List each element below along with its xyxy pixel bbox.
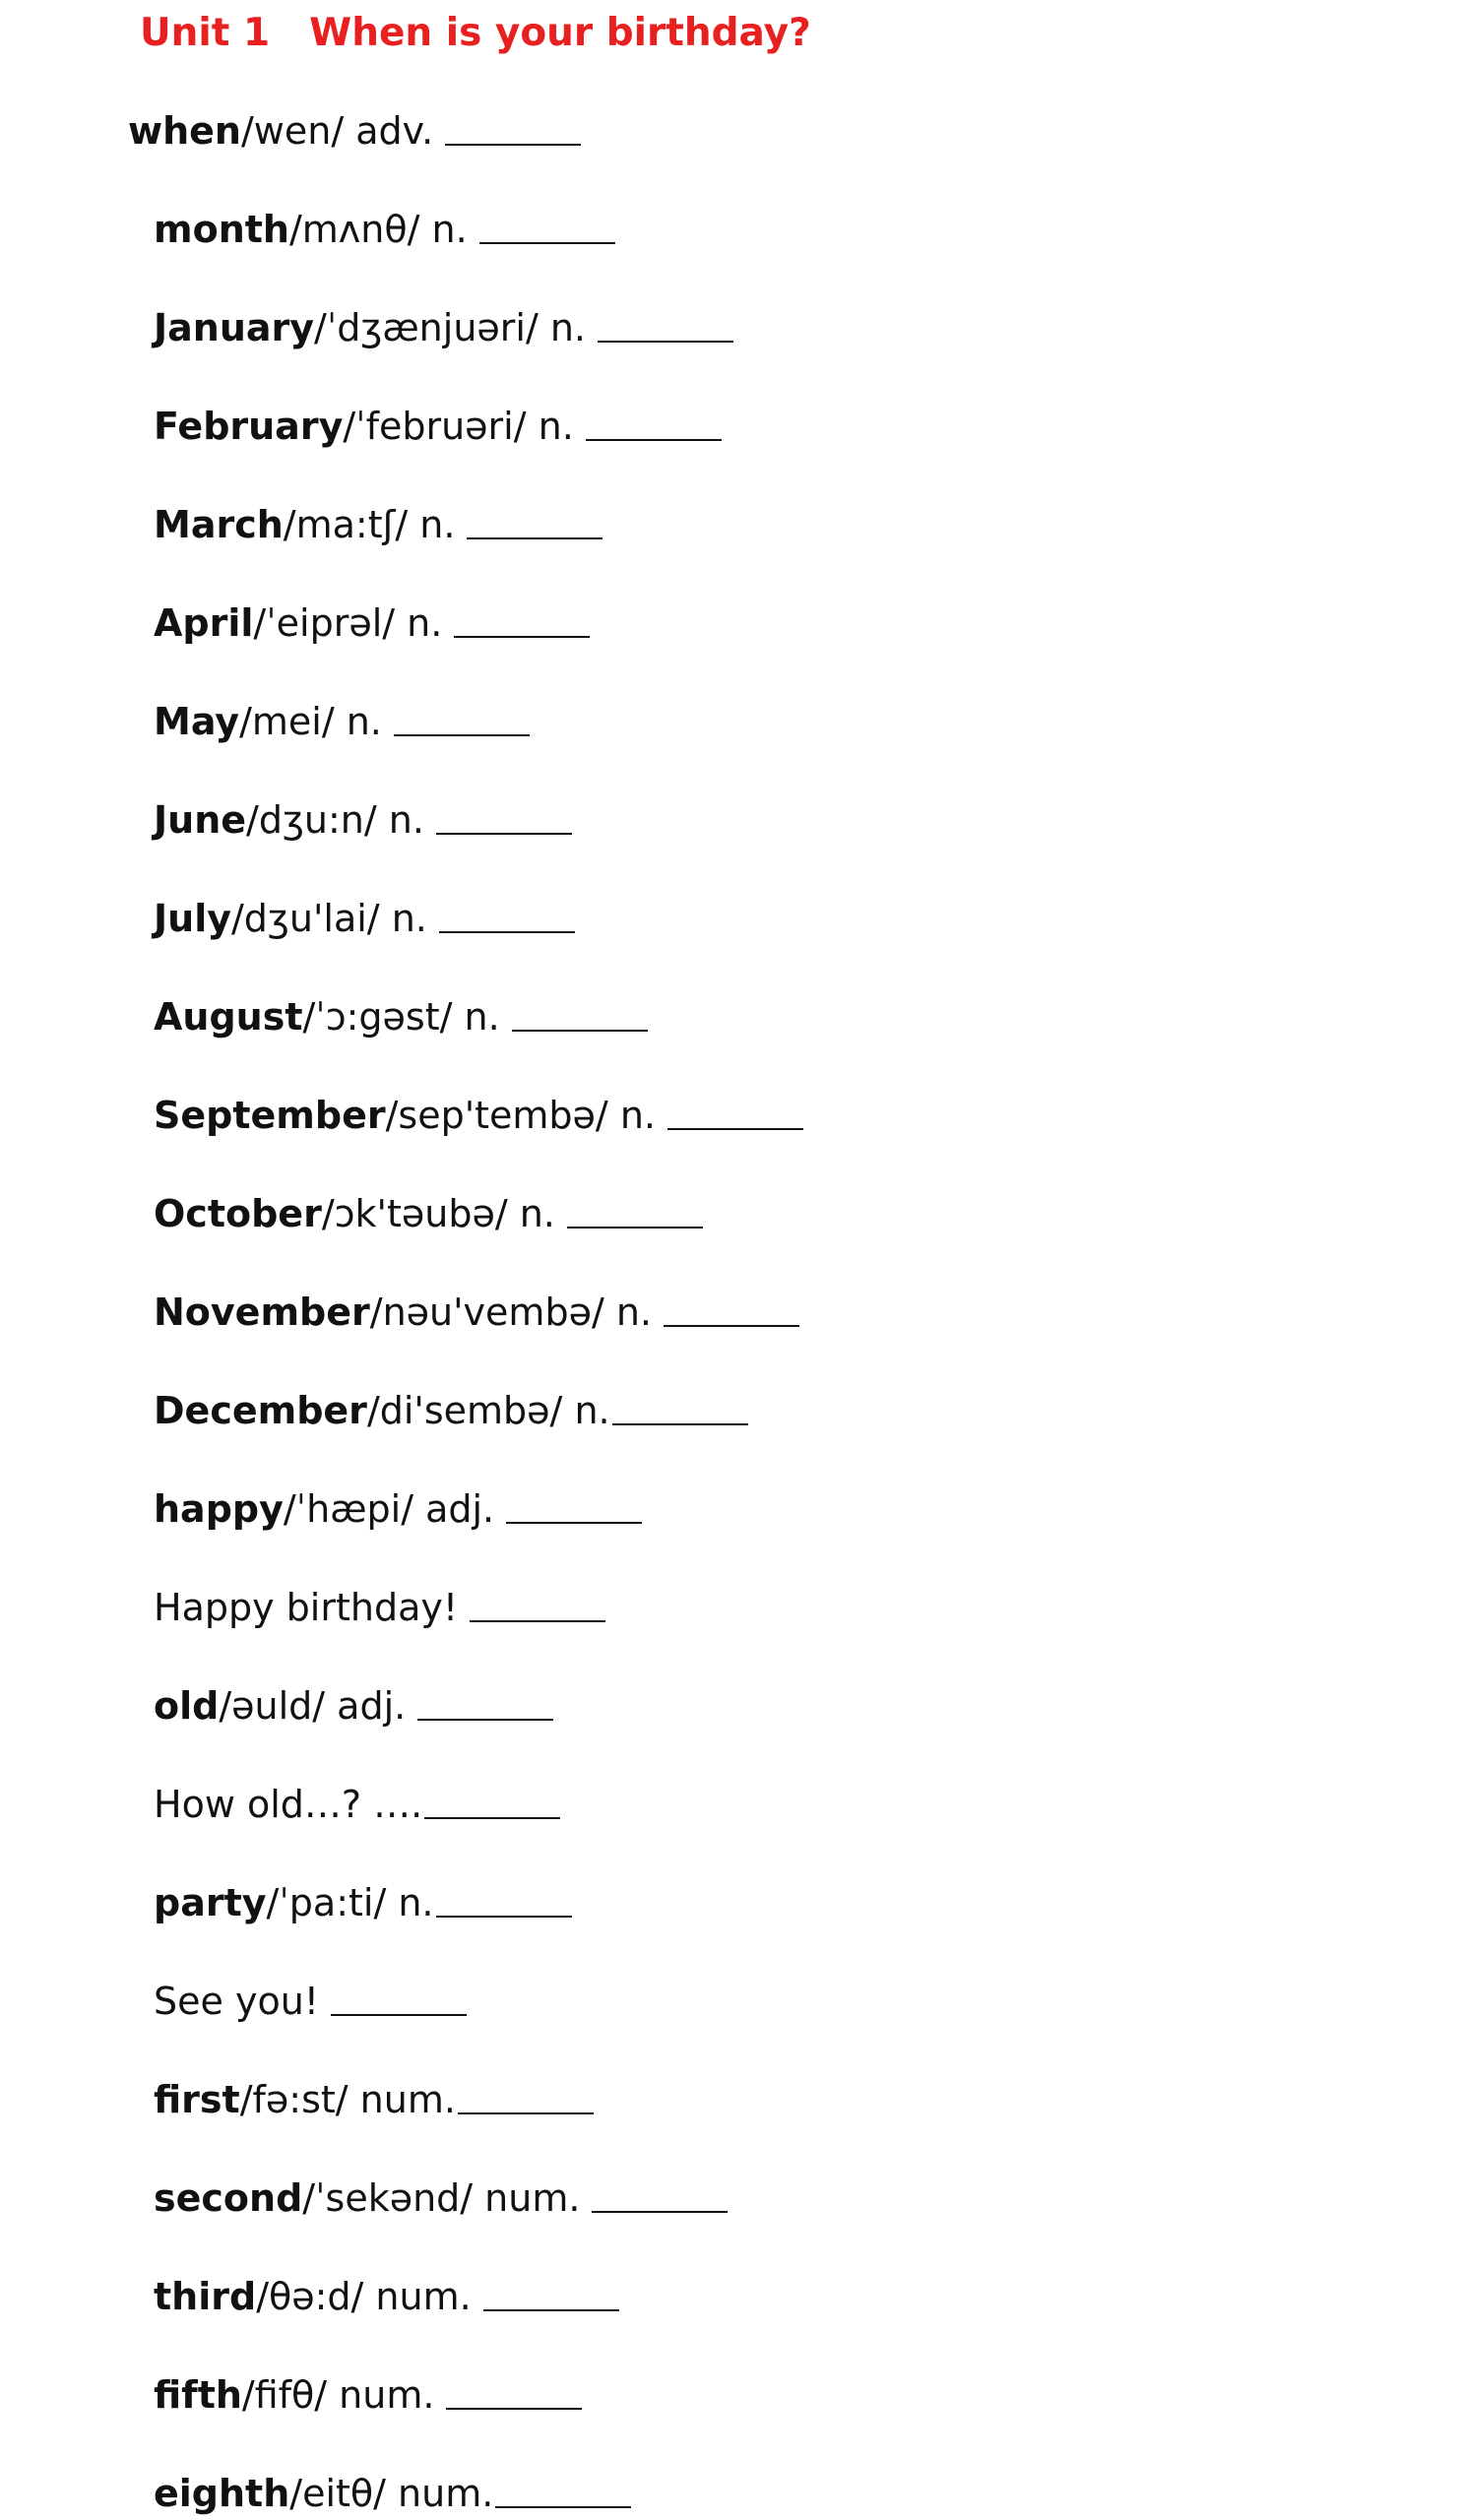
- vocab-phonetic: /mei/ n.: [239, 700, 382, 743]
- answer-blank[interactable]: [424, 1817, 560, 1819]
- vocab-word: February: [154, 405, 344, 448]
- vocab-phrase: See you!: [154, 1980, 320, 2023]
- answer-blank[interactable]: [598, 341, 733, 343]
- vocab-word: August: [154, 995, 303, 1039]
- vocab-entry-second: [154, 2174, 728, 2223]
- answer-blank[interactable]: [436, 1916, 572, 1918]
- vocab-entry-december: [154, 1386, 748, 1435]
- vocab-word: January: [154, 306, 315, 349]
- vocab-word: fifth: [154, 2373, 242, 2417]
- vocab-phonetic: /sep'tembə/ n.: [385, 1094, 656, 1137]
- vocab-phonetic: /ˈɔ:gəst/ n.: [302, 995, 500, 1039]
- answer-blank[interactable]: [446, 2408, 582, 2410]
- vocab-phonetic: /fifθ/ num.: [241, 2373, 435, 2417]
- answer-blank[interactable]: [458, 2112, 594, 2114]
- vocab-phonetic: /ɔk'təubə/ n.: [321, 1192, 555, 1235]
- answer-blank[interactable]: [454, 636, 590, 638]
- vocab-word: September: [154, 1094, 386, 1137]
- vocab-entry-may: [154, 697, 530, 746]
- vocab-phonetic: /θə:d/ num.: [256, 2275, 472, 2318]
- vocab-phonetic: /dʒu:n/ n.: [246, 798, 424, 842]
- vocab-phonetic: /ma:tʃ/ n.: [283, 503, 456, 546]
- vocab-entry-september: [154, 1091, 803, 1140]
- vocab-word: July: [154, 897, 231, 940]
- answer-blank[interactable]: [394, 734, 530, 736]
- vocab-entry-august: [154, 992, 648, 1041]
- vocab-entry-october: [154, 1189, 703, 1238]
- vocab-entry-eighth: [154, 2469, 631, 2518]
- vocab-phonetic: /wen/ adv.: [240, 109, 434, 153]
- vocab-entry-first: [154, 2075, 594, 2124]
- vocab-entry-january: [154, 303, 733, 352]
- answer-blank[interactable]: [445, 144, 581, 146]
- vocab-word: November: [154, 1291, 370, 1334]
- answer-blank[interactable]: [470, 1620, 605, 1622]
- vocab-entry-happy: [154, 1484, 642, 1534]
- page-title: [140, 8, 811, 59]
- vocab-phonetic: /mʌnθ/ n.: [288, 208, 468, 251]
- vocab-word: old: [154, 1684, 220, 1728]
- answer-blank[interactable]: [417, 1719, 553, 1721]
- vocab-phonetic: /ˈdʒænjuəri/ n.: [314, 306, 587, 349]
- vocab-entry-month: [154, 205, 615, 254]
- vocab-phonetic: /dʒu'lai/ n.: [231, 897, 427, 940]
- vocab-entry-party: [154, 1878, 572, 1927]
- vocab-phonetic: /əuld/ adj.: [219, 1684, 407, 1728]
- vocab-entry-april: [154, 598, 590, 648]
- vocab-entry-fifth: [154, 2370, 582, 2420]
- vocab-entry-old: [154, 1681, 553, 1731]
- vocab-phonetic: /ˈfebruəri/ n.: [343, 405, 574, 448]
- answer-blank[interactable]: [506, 1522, 642, 1524]
- vocab-word: first: [154, 2078, 240, 2121]
- answer-blank[interactable]: [512, 1030, 648, 1032]
- vocab-phrase: How old…? ….: [154, 1783, 423, 1826]
- vocab-phonetic: /ˈeiprəl/ n.: [253, 601, 443, 645]
- answer-blank[interactable]: [436, 833, 572, 835]
- vocab-word: April: [154, 601, 254, 645]
- vocab-phrase: Happy birthday!: [154, 1586, 459, 1629]
- answer-blank[interactable]: [331, 2014, 467, 2016]
- answer-blank[interactable]: [467, 537, 603, 539]
- answer-blank[interactable]: [667, 1128, 803, 1130]
- vocab-word: March: [154, 503, 284, 546]
- vocab-word: month: [154, 208, 289, 251]
- vocab-entry-june: [154, 795, 572, 845]
- vocab-word: party: [154, 1881, 267, 1924]
- vocab-entry-happy-birthday: [154, 1583, 605, 1632]
- vocab-entry-february: [154, 402, 722, 451]
- vocab-entry-when: [128, 106, 581, 156]
- unit-title: When is your birthday?: [309, 11, 811, 55]
- vocab-word: October: [154, 1192, 322, 1235]
- vocab-word: third: [154, 2275, 257, 2318]
- vocab-entry-how-old: [154, 1780, 560, 1829]
- vocab-word: December: [154, 1389, 367, 1432]
- vocab-entry-march: [154, 500, 603, 549]
- vocab-word: eighth: [154, 2472, 290, 2515]
- vocab-word: second: [154, 2176, 303, 2220]
- vocab-word: June: [154, 798, 247, 842]
- vocab-phonetic: /eitθ/ num.: [289, 2472, 494, 2515]
- answer-blank[interactable]: [664, 1325, 799, 1327]
- answer-blank[interactable]: [612, 1423, 748, 1425]
- vocab-entry-november: [154, 1288, 799, 1337]
- vocab-phonetic: /nəu'vembə/ n.: [369, 1291, 652, 1334]
- answer-blank[interactable]: [495, 2506, 631, 2508]
- vocab-word: May: [154, 700, 240, 743]
- vocab-phonetic: /fə:st/ num.: [239, 2078, 456, 2121]
- vocab-entry-third: [154, 2272, 619, 2321]
- answer-blank[interactable]: [483, 2309, 619, 2311]
- answer-blank[interactable]: [586, 439, 722, 441]
- answer-blank[interactable]: [439, 931, 575, 933]
- vocab-entry-see-you: [154, 1977, 467, 2026]
- answer-blank[interactable]: [592, 2211, 728, 2213]
- vocab-phonetic: /di'sembə/ n.: [366, 1389, 610, 1432]
- vocab-phonetic: /ˈpa:ti/ n.: [266, 1881, 434, 1924]
- vocab-entry-july: [154, 894, 575, 943]
- vocab-word: happy: [154, 1487, 284, 1531]
- answer-blank[interactable]: [479, 242, 615, 244]
- answer-blank[interactable]: [567, 1227, 703, 1228]
- vocab-word: when: [128, 109, 241, 153]
- unit-label: Unit 1: [140, 11, 271, 55]
- vocab-phonetic: /ˈsekənd/ num.: [302, 2176, 581, 2220]
- vocab-phonetic: /ˈhæpi/ adj.: [283, 1487, 495, 1531]
